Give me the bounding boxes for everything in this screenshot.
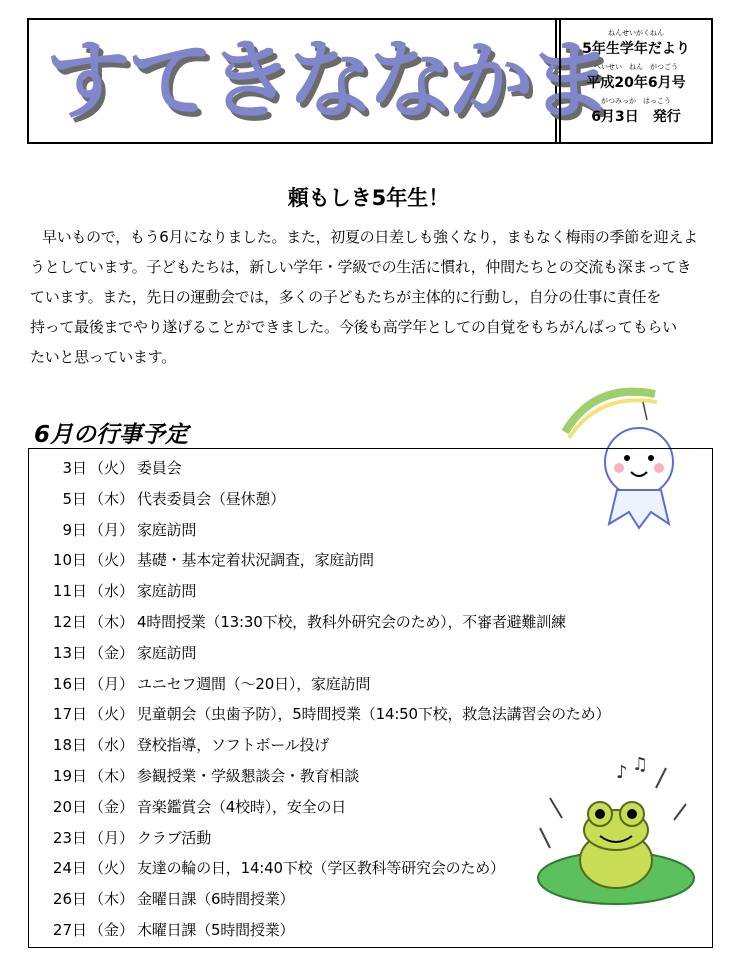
- issue-number: 平成20年6月号: [586, 75, 686, 91]
- schedule-weekday: （金）: [89, 921, 135, 939]
- schedule-weekday: （月）: [89, 520, 135, 539]
- svg-text:♪: ♪: [616, 762, 628, 783]
- schedule-day: 23日: [52, 828, 87, 847]
- schedule-day: 10日: [52, 551, 87, 570]
- schedule-weekday: （水）: [89, 582, 135, 601]
- schedule-day: 9日: [62, 520, 87, 539]
- schedule-weekday: （水）: [89, 736, 135, 755]
- schedule-weekday: （月）: [89, 828, 135, 847]
- issue-info: [559, 20, 713, 142]
- schedule-event: 友達の輪の日，14:40下校（学区教科等研究会のため）: [137, 859, 505, 878]
- frog-illustration: [528, 748, 698, 908]
- intro-line: たいと思っています。: [30, 348, 176, 366]
- schedule-event: ユニセフ週間（～20日），家庭訪問: [137, 674, 371, 693]
- schedule-event: 家庭訪問: [137, 643, 197, 662]
- svg-text:♫: ♫: [632, 754, 649, 775]
- title-box: [29, 20, 608, 142]
- intro-line: ています。また，先日の運動会では，多くの子どもたちが主体的に行動し，自分の仕事に責任を: [30, 288, 661, 306]
- schedule-weekday: （金）: [89, 797, 135, 816]
- intro-line: 早いもので，もう6月になりました。また，初夏の日差しも強くなり，まもなく梅雨の季節を迎えよ: [42, 228, 698, 246]
- headline: 頼もしき5年生！: [287, 186, 450, 210]
- issue-grade: 5年生学年だより: [582, 41, 690, 57]
- schedule-weekday: （火）: [89, 705, 135, 724]
- schedule-event: 代表委員会（昼休憩）: [137, 489, 286, 508]
- newsletter-header: [27, 18, 713, 144]
- schedule-weekday: （火）: [89, 551, 135, 570]
- schedule-weekday: （木）: [89, 489, 135, 508]
- schedule-event: 児童朝会（虫歯予防），5時間授業（14:50下校，救急法講習会のため）: [137, 705, 611, 724]
- schedule-weekday: （金）: [89, 643, 135, 662]
- schedule-title: 6月の行事予定: [34, 422, 189, 448]
- schedule-day: 20日: [52, 797, 87, 816]
- pub-ruby: がつみっか はっこう: [601, 97, 671, 105]
- schedule-weekday: （月）: [89, 674, 135, 693]
- issue-ruby: ねんせいがくねん: [608, 29, 664, 37]
- schedule-day: 12日: [52, 613, 87, 631]
- intro-paragraph: [30, 222, 714, 372]
- schedule-event: 基礎・基本定着状況調査，家庭訪問: [137, 551, 374, 570]
- schedule-day: 11日: [52, 582, 87, 601]
- schedule-event: クラブ活動: [137, 828, 212, 847]
- schedule-day: 5日: [62, 489, 87, 508]
- schedule-weekday: （木）: [89, 613, 135, 631]
- schedule-day: 19日: [52, 767, 87, 785]
- schedule-day: 16日: [52, 674, 87, 693]
- schedule-weekday: （木）: [89, 767, 135, 785]
- newsletter-title: すてきななかま: [45, 31, 608, 131]
- schedule-event: 家庭訪問: [137, 582, 197, 601]
- schedule-event: 参観授業・学級懇談会・教育相談: [137, 767, 360, 785]
- schedule-day: 3日: [62, 459, 87, 477]
- schedule-event: 金曜日課（6時間授業）: [137, 890, 295, 909]
- issue-date: 6月3日 発行: [591, 109, 681, 125]
- schedule-day: 26日: [52, 890, 87, 909]
- schedule-event: 4時間授業（13:30下校，教科外研究会のため），不審者避難訓練: [137, 613, 566, 631]
- intro-line: 持って最後までやり遂げることができました。今後も高学年としての自覚をもちがんばってもらい: [30, 318, 677, 336]
- schedule-day: 27日: [52, 921, 87, 939]
- schedule-event: 登校指導，ソフトボール投げ: [137, 736, 330, 755]
- date-ruby: へいせい ねん がつごう: [594, 63, 678, 71]
- schedule-day: 13日: [52, 643, 87, 662]
- schedule-weekday: （火）: [89, 459, 135, 477]
- schedule-event: 音楽鑑賞会（4校時），安全の日: [137, 797, 347, 816]
- schedule-weekday: （火）: [89, 859, 135, 878]
- schedule-day: 17日: [52, 705, 87, 724]
- schedule-event: 家庭訪問: [137, 520, 197, 539]
- schedule-event: 木曜日課（5時間授業）: [137, 921, 295, 939]
- schedule-day: 18日: [52, 736, 87, 755]
- schedule-weekday: （木）: [89, 890, 135, 909]
- intro-line: うとしています。子どもたちは，新しい学年・学級での生活に慣れ，仲間たちとの交流も深まってき: [30, 258, 692, 276]
- schedule-event: 委員会: [137, 459, 182, 477]
- schedule-day: 24日: [52, 859, 87, 878]
